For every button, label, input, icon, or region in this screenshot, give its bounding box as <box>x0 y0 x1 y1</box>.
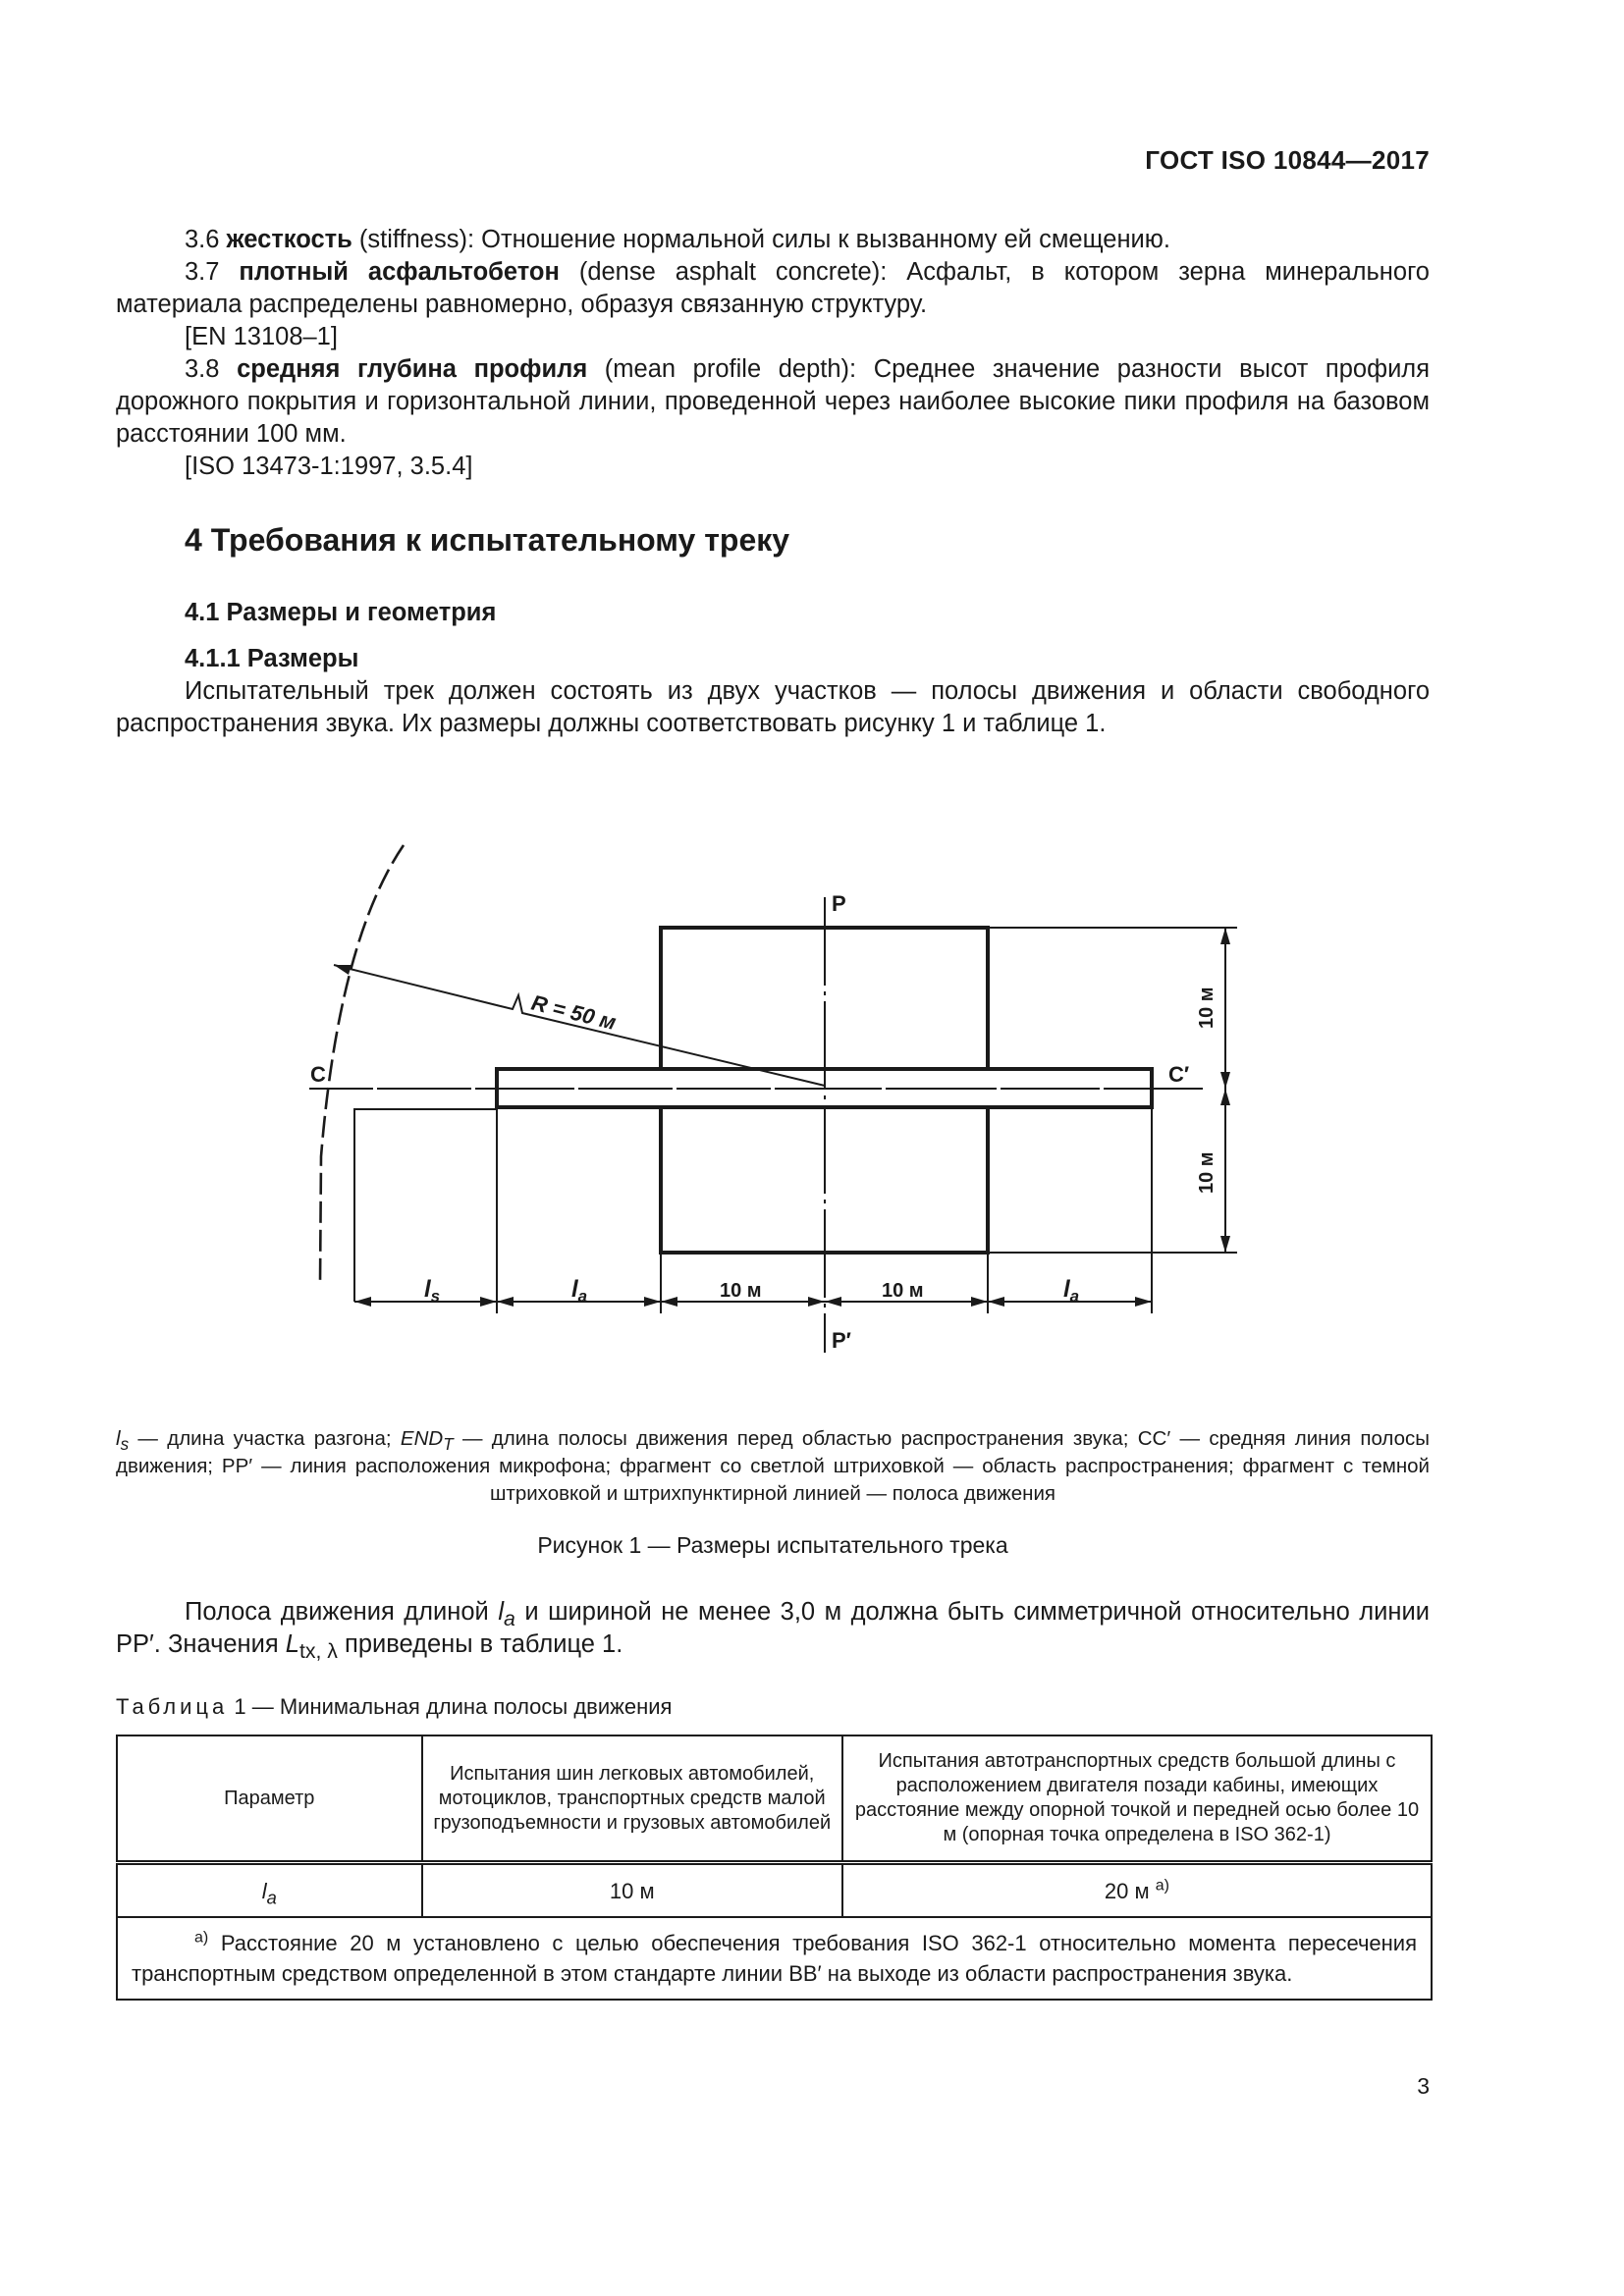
table-header-row <box>117 1735 1432 1863</box>
dim-10m-left: 10 м <box>720 1280 762 1302</box>
min-lane-length-table <box>116 1735 1433 2001</box>
header-cars: Испытания шин легковых автомобилей, мотоциклов, транспортных средств малой грузоподъемности и грузовых автомобилей <box>422 1735 842 1863</box>
subsubsection-title: 4.1.1 Размеры <box>185 645 359 672</box>
header-long-vehicles: Испытания автотранспортных средств большой длины с расположением двигателя позади кабины, имеющих расстояние между опорной точкой и передней осью более 10 м (опорная точка определена в ISO 362-1) <box>842 1735 1432 1863</box>
label-c-prime: C′ <box>1168 1062 1190 1087</box>
table-note-row <box>117 1917 1432 2000</box>
figure-legend: $l_s$ — длина участка разгона; $END_T$ — длина полосы движения перед областью распространения звука; CC′ — средняя линия полосы движения; PP′ — линия расположения микрофона; фрагмент со светлой штриховкой — область распространения; фрагмент с темной штриховкой и штрихпунктирной линией — полоса движения <box>116 1427 1430 1505</box>
main-content <box>116 224 1430 740</box>
label-p-prime: P′ <box>832 1328 851 1353</box>
figure-caption: Рисунок 1 — Размеры испытательного трека <box>537 1532 1008 1558</box>
dim-ls: $l_s$ <box>424 1276 441 1306</box>
section-title: 4 Требования к испытательному треку <box>185 522 790 558</box>
term-3-7-reference: [EN 13108–1] <box>185 323 338 350</box>
dim-la-right: $l_a$ <box>1063 1276 1080 1306</box>
lane-paragraph: Полоса движения длиной $l_a$ и шириной не менее 3,0 м должна быть симметричной относительно линии PP′. Значения $L_{tx, \lambda}$ приведены в таблице 1. <box>116 1598 1430 1664</box>
term-number: 3.8 <box>185 355 220 383</box>
dim-10m-right: 10 м <box>882 1280 924 1302</box>
dim-10m-upper: 10 м <box>1196 987 1218 1029</box>
table-row <box>117 1863 1432 1918</box>
dim-10m-lower: 10 м <box>1196 1151 1218 1194</box>
track-dimensions-figure <box>295 832 1218 1362</box>
term-3-8 <box>116 353 1430 451</box>
radius-label: R = 50 м <box>528 989 620 1036</box>
radius-arrowhead <box>334 965 352 975</box>
page-number: 3 <box>1417 2073 1430 2099</box>
term-number: 3.7 <box>185 258 220 286</box>
acceleration-extension <box>354 1109 497 1302</box>
term-number: 3.6 <box>185 226 220 253</box>
term-name: жесткость <box>226 226 352 253</box>
param-cell: $l_a$ <box>117 1863 422 1918</box>
term-3-8-reference: [ISO 13473-1:1997, 3.5.4] <box>185 453 473 480</box>
term-3-6 <box>116 224 1430 256</box>
section-body: Испытательный трек должен состоять из двух участков — полосы движения и области свободного распространения звука. Их размеры должны соответствовать рисунку 1 и таблице 1. <box>116 677 1430 737</box>
term-name: плотный асфальтобетон <box>239 258 560 286</box>
term-3-7 <box>116 256 1430 321</box>
table-caption: Таблица 1 — Минимальная длина полосы движения <box>116 1694 673 1719</box>
value-long-vehicles: 20 м $^{а)}$ <box>842 1863 1432 1918</box>
term-definition: (dense asphalt concrete): Асфальт, в котором зерна минерального материала распределены равномерно, образуя связанную структуру. <box>116 258 1430 318</box>
table-footnote: $^{а)}$ Расстояние 20 м установлено с целью обеспечения требования ISO 362-1 относительно момента пересечения транспортным средством определенной в этом стандарте линии BB′ на выходе из области распространения звука. <box>117 1917 1432 2000</box>
label-c: C <box>310 1062 326 1087</box>
subsection-title: 4.1 Размеры и геометрия <box>185 599 497 626</box>
term-definition: (mean profile depth): Среднее значение разности высот профиля дорожного покрытия и горизонтальной линии, проведенной через наиболее высокие пики профиля на базовом расстоянии 100 мм. <box>116 355 1430 448</box>
propagation-boundary-arc <box>320 845 404 1284</box>
dim-la-left: $l_a$ <box>571 1276 588 1306</box>
value-cars: 10 м <box>422 1863 842 1918</box>
term-definition: (stiffness): Отношение нормальной силы к вызванному ей смещению. <box>352 226 1170 253</box>
label-p: P <box>832 891 846 916</box>
term-name: средняя глубина профиля <box>237 355 588 383</box>
standard-header: ГОСТ ISO 10844—2017 <box>1145 145 1430 175</box>
header-parameter: Параметр <box>117 1735 422 1863</box>
